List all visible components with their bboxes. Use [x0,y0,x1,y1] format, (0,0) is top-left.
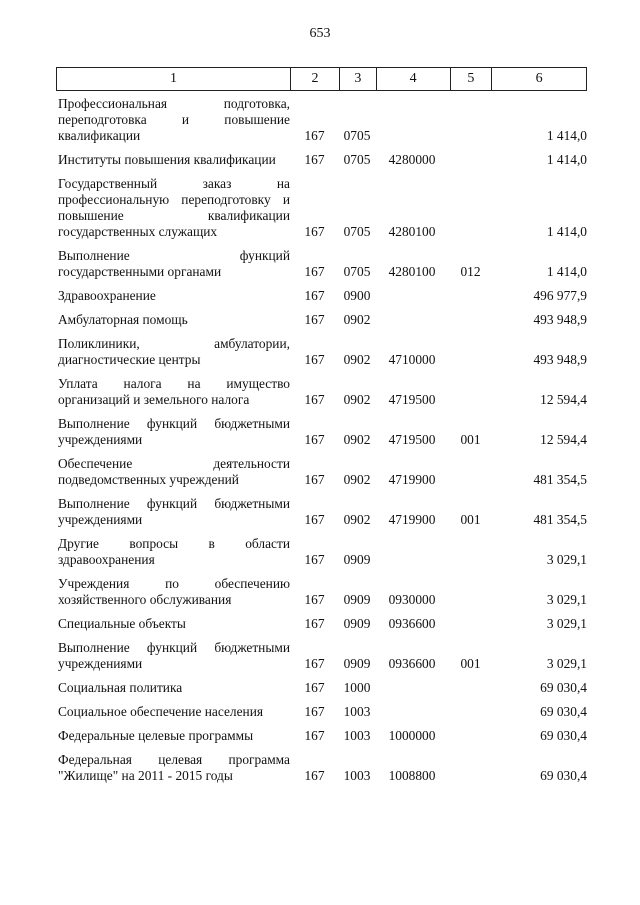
row-target-code: 0930000 [388,592,436,607]
row-section-code: 0900 [343,288,371,303]
row-ministry-code: 167 [304,656,325,671]
row-name-line: Выполнение функций [58,248,290,263]
row-ministry-code: 167 [304,592,325,607]
row-amount: 12 594,4 [540,432,587,447]
row-name-line: учреждениями [58,656,143,671]
row-amount: 481 354,5 [533,512,587,527]
row-name [58,96,290,144]
row-amount: 69 030,4 [540,680,587,695]
row-expense-type: 001 [460,432,481,447]
table-row [58,416,587,448]
row-name-line: Специальные объекты [58,616,186,631]
row-section-code: 0902 [343,512,371,527]
row-section-code: 0909 [343,552,371,567]
row-name [58,416,290,448]
row-section-code: 0902 [343,432,371,447]
header-col-3: 3 [340,68,377,90]
row-name-line: Федеральная целевая программа [58,752,290,767]
row-amount: 3 029,1 [546,552,587,567]
row-target-code: 0936600 [388,616,436,631]
row-target-code: 4719500 [388,432,436,447]
row-name-line: "Жилище" на 2011 - 2015 годы [58,768,233,783]
table-row [58,456,587,488]
row-name-line: переподготовка и повышение [58,112,290,127]
row-section-code: 1003 [343,728,371,743]
row-name-line: профессиональную переподготовку и [58,192,290,207]
row-name-line: организаций и земельного налога [58,392,250,407]
row-name-line: учреждениями [58,432,143,447]
row-name [58,288,290,304]
row-ministry-code: 167 [304,552,325,567]
row-amount: 69 030,4 [540,768,587,783]
table-row [58,752,587,784]
row-amount: 1 414,0 [546,224,587,239]
row-name [58,496,290,528]
table-row [58,704,587,720]
row-name [58,640,290,672]
row-name-line: Выполнение функций бюджетными [58,416,290,431]
row-name-line: Федеральные целевые программы [58,728,254,743]
row-section-code: 0902 [343,392,371,407]
row-target-code: 4719900 [388,472,436,487]
row-section-code: 0705 [343,152,371,167]
row-name-line: учреждениями [58,512,143,527]
row-name [58,248,290,280]
table-row [58,248,587,280]
row-target-code: 4710000 [388,352,436,367]
table-row [58,576,587,608]
table-row [58,96,587,144]
row-name-line: Учреждения по обеспечению [58,576,290,591]
row-name-line: Социальная политика [58,680,183,695]
row-section-code: 0902 [343,312,371,327]
row-section-code: 0705 [343,264,371,279]
row-amount: 12 594,4 [540,392,587,407]
row-ministry-code: 167 [304,224,325,239]
table-row [58,496,587,528]
row-ministry-code: 167 [304,312,325,327]
row-amount: 493 948,9 [533,312,587,327]
table-row [58,616,587,632]
row-name-line: Выполнение функций бюджетными [58,640,290,655]
table-body [58,96,587,792]
row-name-line: Государственный заказ на [58,176,290,191]
table-row [58,176,587,240]
row-name [58,704,290,720]
row-target-code: 4280000 [388,152,436,167]
row-name-line: Обеспечение деятельности [58,456,290,471]
row-name-line: квалификации [58,128,141,143]
row-name [58,312,290,328]
row-target-code: 1008800 [388,768,436,783]
row-ministry-code: 167 [304,728,325,743]
row-ministry-code: 167 [304,128,325,143]
row-name [58,576,290,608]
table-row [58,376,587,408]
row-ministry-code: 167 [304,704,325,719]
row-ministry-code: 167 [304,768,325,783]
row-expense-type: 001 [460,512,481,527]
table-row [58,312,587,328]
table-row [58,288,587,304]
row-name-line: Социальное обеспечение населения [58,704,264,719]
table-row [58,536,587,568]
row-amount: 3 029,1 [546,656,587,671]
row-ministry-code: 167 [304,352,325,367]
table-row [58,336,587,368]
row-name-line: Амбулаторная помощь [58,312,188,327]
row-target-code: 4280100 [388,264,436,279]
row-name [58,376,290,408]
row-name-line: Профессиональная подготовка, [58,96,290,111]
row-target-code: 4280100 [388,224,436,239]
row-section-code: 0909 [343,616,371,631]
row-name-line: подведомственных учреждений [58,472,239,487]
row-name [58,336,290,368]
row-amount: 1 414,0 [546,152,587,167]
header-col-5: 5 [451,68,493,90]
row-expense-type: 012 [460,264,481,279]
row-name [58,616,290,632]
table-row [58,728,587,744]
row-section-code: 0909 [343,592,371,607]
table-row [58,640,587,672]
row-name-line: Институты повышения квалификации [58,152,276,167]
row-name [58,752,290,784]
row-name-line: Поликлиники, амбулатории, [58,336,290,351]
table-row [58,152,587,168]
row-section-code: 0902 [343,352,371,367]
row-expense-type: 001 [460,656,481,671]
row-amount: 496 977,9 [533,288,587,303]
row-amount: 1 414,0 [546,128,587,143]
row-name-line: диагностические центры [58,352,201,367]
row-section-code: 0909 [343,656,371,671]
row-name-line: Другие вопросы в области [58,536,290,551]
row-name-line: здравоохранения [58,552,155,567]
row-section-code: 0705 [343,128,371,143]
row-section-code: 0902 [343,472,371,487]
row-target-code: 1000000 [388,728,436,743]
row-ministry-code: 167 [304,152,325,167]
row-amount: 493 948,9 [533,352,587,367]
row-amount: 481 354,5 [533,472,587,487]
row-ministry-code: 167 [304,472,325,487]
header-col-1: 1 [57,68,291,90]
header-col-2: 2 [291,68,340,90]
row-target-code: 4719500 [388,392,436,407]
row-target-code: 0936600 [388,656,436,671]
row-name-line: государственных служащих [58,224,218,239]
row-ministry-code: 167 [304,288,325,303]
row-section-code: 1003 [343,704,371,719]
row-name-line: повышение квалификации [58,208,290,223]
row-name [58,728,290,744]
row-section-code: 1000 [343,680,371,695]
page-number: 653 [309,26,331,41]
row-ministry-code: 167 [304,392,325,407]
row-name [58,152,290,168]
row-name-line: Уплата налога на имущество [58,376,290,391]
table-row [58,680,587,696]
header-col-6: 6 [535,71,543,86]
row-name-line: хозяйственного обслуживания [58,592,232,607]
row-target-code: 4719900 [388,512,436,527]
row-ministry-code: 167 [304,432,325,447]
row-section-code: 0705 [343,224,371,239]
row-section-code: 1003 [343,768,371,783]
row-ministry-code: 167 [304,680,325,695]
row-ministry-code: 167 [304,264,325,279]
row-name-line: государственными органами [58,264,222,279]
row-ministry-code: 167 [304,512,325,527]
header-col-4: 4 [377,68,451,90]
row-amount: 69 030,4 [540,728,587,743]
row-ministry-code: 167 [304,616,325,631]
row-name-line: Выполнение функций бюджетными [58,496,290,511]
row-amount: 3 029,1 [546,592,587,607]
row-name-line: Здравоохранение [58,288,156,303]
row-amount: 69 030,4 [540,704,587,719]
row-name [58,680,290,696]
row-name [58,456,290,488]
row-name [58,536,290,568]
row-amount: 3 029,1 [546,616,587,631]
table-header [56,67,587,91]
row-name [58,176,290,240]
row-amount: 1 414,0 [546,264,587,279]
